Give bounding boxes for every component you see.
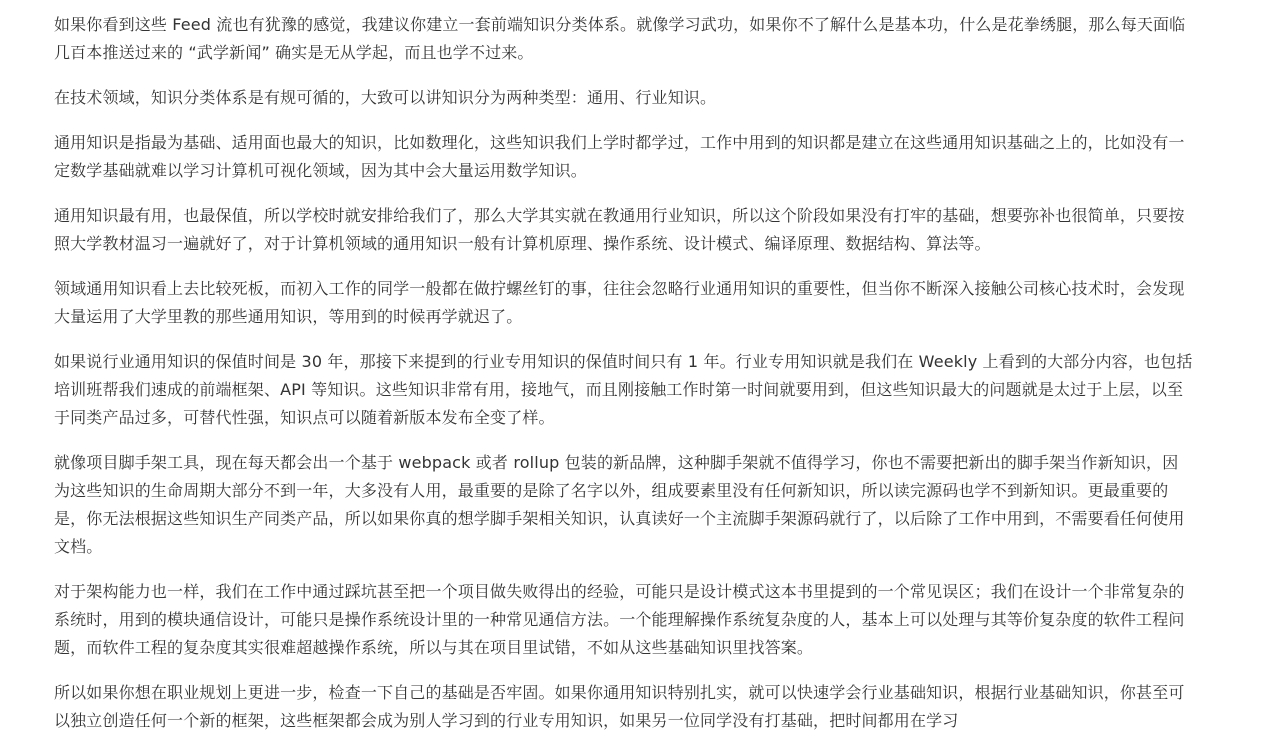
- paragraph-9: 所以如果你想在职业规划上更进一步，检查一下自己的基础是否牢固。如果你通用知识特别扎实，就可以快速学会行业基础知识，根据行业基础知识，你甚至可以独立创造任何一个新的框架，这些框架都会成为别人学习到的行业专用知识，如果另一位同学没有打基础，把时间都用在学习: [54, 683, 1185, 730]
- paragraph-2: 在技术领域，知识分类体系是有规可循的，大致可以讲知识分为两种类型：通用、行业知识。: [54, 88, 717, 107]
- paragraph-4: 通用知识最有用，也最保值，所以学校时就安排给我们了，那么大学其实就在教通用行业知识，所以这个阶段如果没有打牢的基础，想要弥补也很简单，只要按照大学教材温习一遍就好了，对于计算机领域的通用知识一般有计算机原理、操作系统、设计模式、编译原理、数据结构、算法等。: [54, 206, 1185, 253]
- paragraph-6: 如果说行业通用知识的保值时间是 30 年，那接下来提到的行业专用知识的保值时间只有 1 年。行业专用知识就是我们在 Weekly 上看到的大部分内容，也包括培训班帮我们速成的前端框架、API 等知识。这些知识非常有用，接地气，而且刚接触工作时第一时间就要用到，但这些知识最大的问题就是太过于上层，以至于同类产品过多，可替代性强，知识点可以随着新版本发布全变了样。: [54, 352, 1193, 427]
- paragraph-1: 如果你看到这些 Feed 流也有犹豫的感觉，我建议你建立一套前端知识分类体系。就像学习武功，如果你不了解什么是基本功，什么是花拳绣腿，那么每天面临几百本推送过来的 “武学新闻” 确实是无从学起，而且也学不过来。: [54, 15, 1186, 62]
- article-body: [54, 11, 1194, 752]
- paragraph-7: 就像项目脚手架工具，现在每天都会出一个基于 webpack 或者 rollup 包装的新品牌，这种脚手架就不值得学习，你也不需要把新出的脚手架当作新知识，因为这些知识的生命周期大部分不到一年，大多没有人用，最重要的是除了名字以外，组成要素里没有任何新知识，所以读完源码也学不到新知识。更最重要的是，你无法根据这些知识生产同类产品，所以如果你真的想学脚手架相关知识，认真读好一个主流脚手架源码就行了，以后除了工作中用到，不需要看任何使用文档。: [54, 453, 1185, 556]
- paragraph-5: 领域通用知识看上去比较死板，而初入工作的同学一般都在做拧螺丝钉的事，往往会忽略行业通用知识的重要性，但当你不断深入接触公司核心技术时，会发现大量运用了大学里教的那些通用知识，等用到的时候再学就迟了。: [54, 279, 1185, 326]
- paragraph-8: 对于架构能力也一样，我们在工作中通过踩坑甚至把一个项目做失败得出的经验，可能只是设计模式这本书里提到的一个常见误区；我们在设计一个非常复杂的系统时，用到的模块通信设计，可能只是操作系统设计里的一种常见通信方法。一个能理解操作系统复杂度的人，基本上可以处理与其等价复杂度的软件工程问题，而软件工程的复杂度其实很难超越操作系统，所以与其在项目里试错，不如从这些基础知识里找答案。: [54, 582, 1185, 657]
- paragraph-3: 通用知识是指最为基础、适用面也最大的知识，比如数理化，这些知识我们上学时都学过，工作中用到的知识都是建立在这些通用知识基础之上的，比如没有一定数学基础就难以学习计算机可视化领域，因为其中会大量运用数学知识。: [54, 133, 1185, 180]
